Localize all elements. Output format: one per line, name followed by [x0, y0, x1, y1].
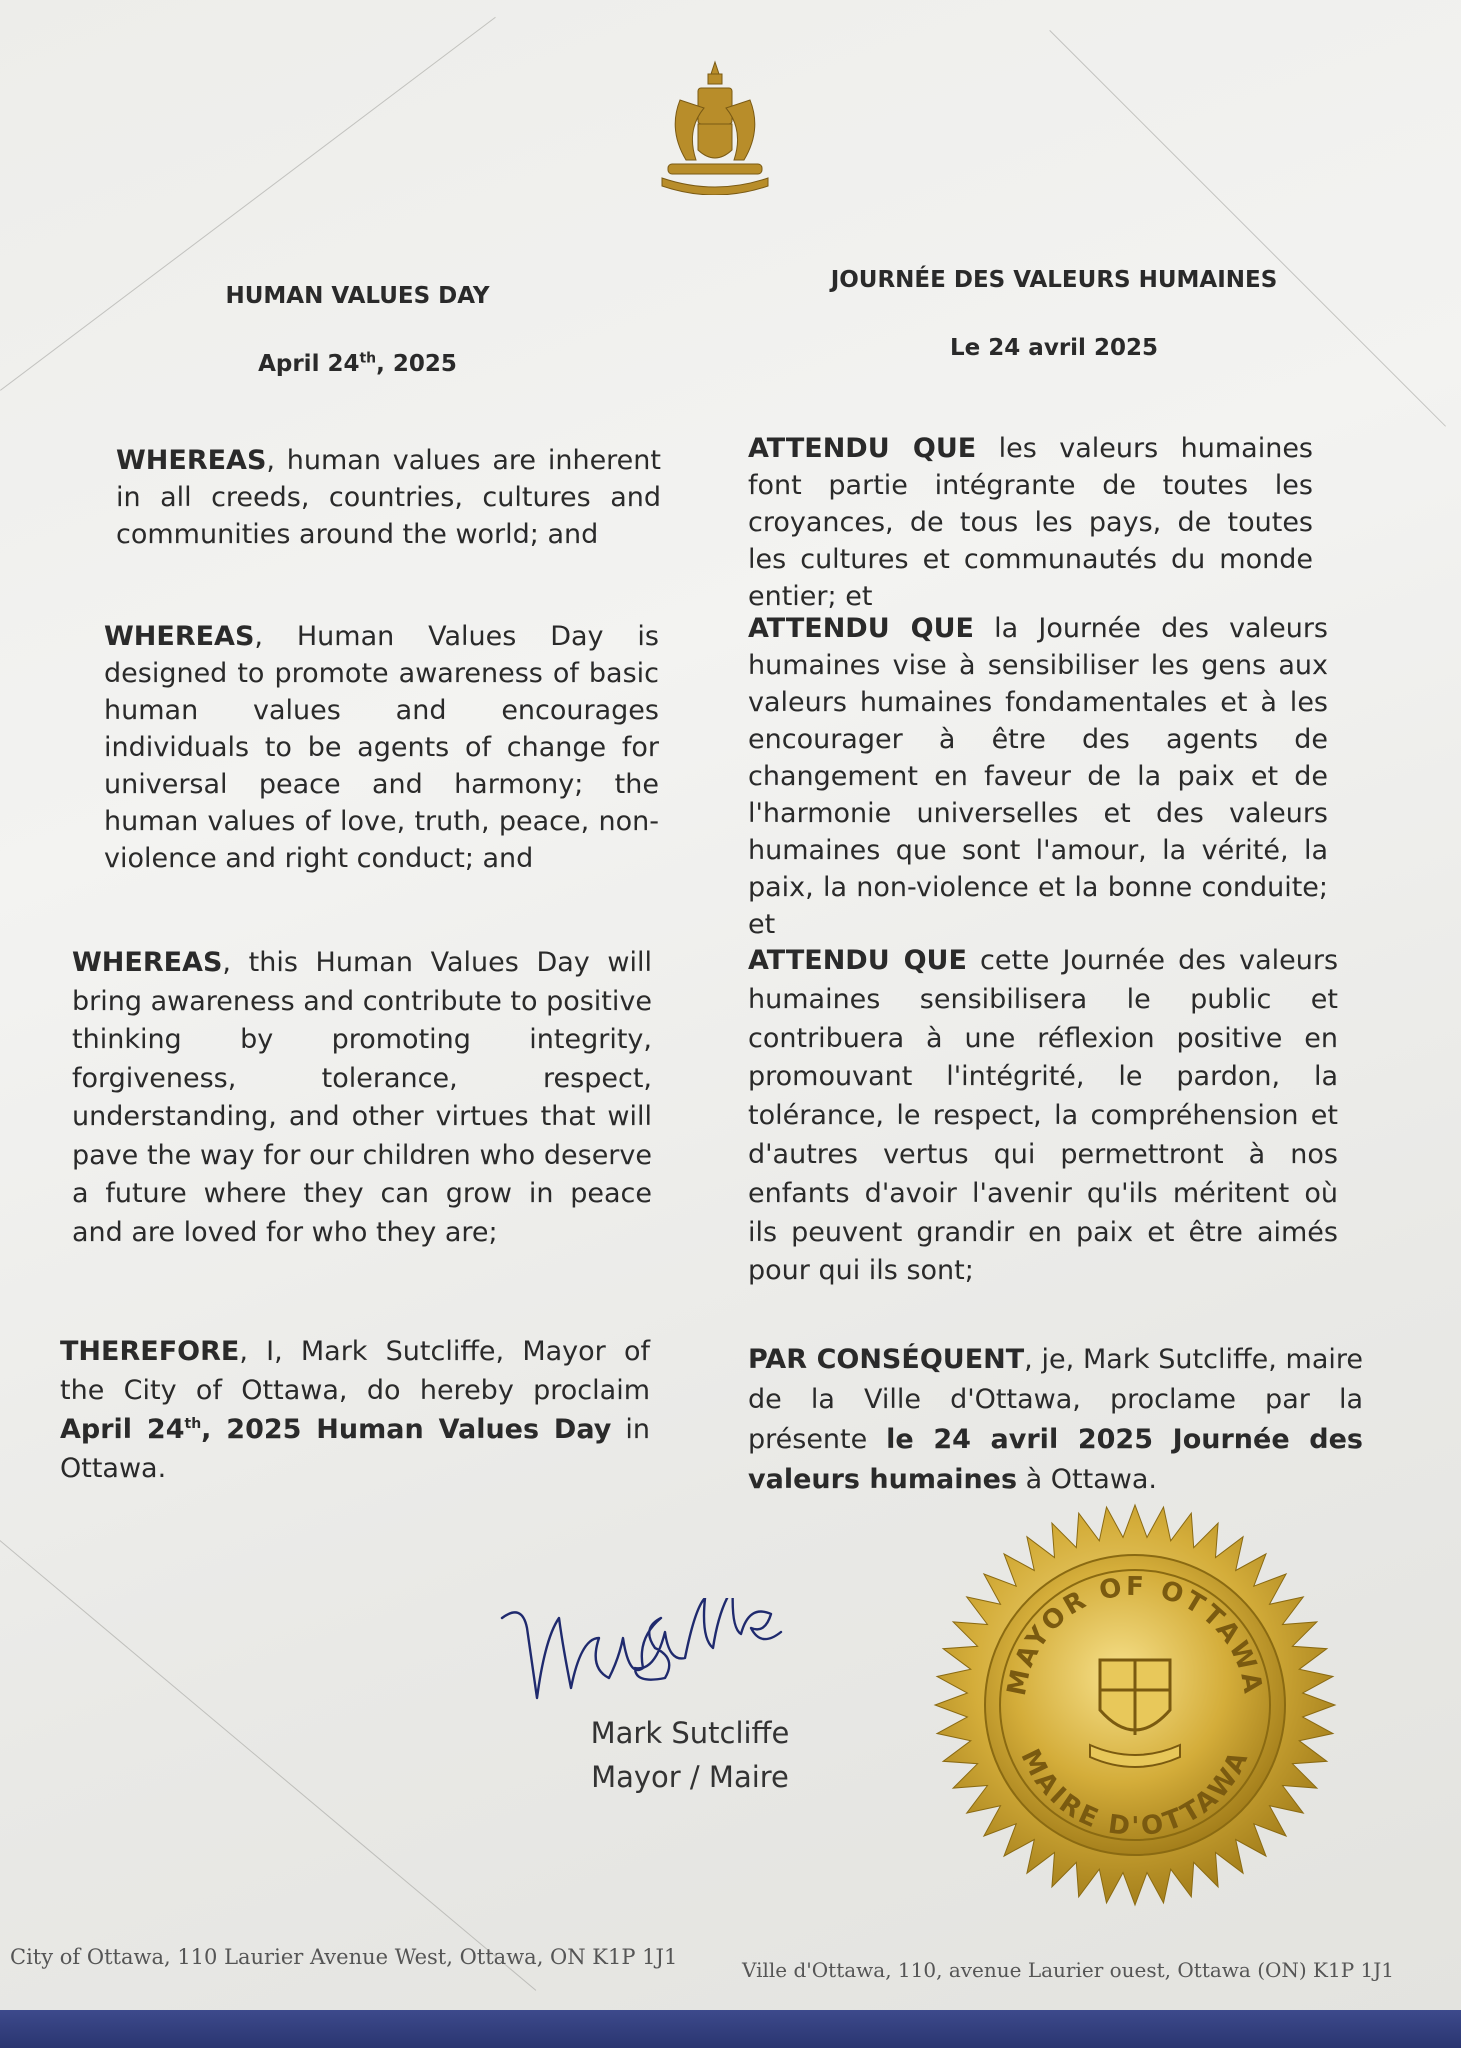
date-en-year: , 2025	[376, 351, 457, 377]
therefore-en	[60, 1332, 650, 1488]
whereas-text: , Human Values Day is designed to promote awareness of basic human values and encourages individuals to be agents of change for universal peace and harmony; the human values of love, truth, peace, non-violence and right conduct; and	[104, 621, 659, 874]
whereas-en-2	[104, 618, 659, 877]
svg-text:MAYOR OF OTTAWA: MAYOR OF OTTAWA	[1001, 1571, 1268, 1699]
footer-address-fr: Ville d'Ottawa, 110, avenue Laurier ouest, Ottawa (ON) K1P 1J1	[742, 1958, 1395, 1982]
attendu-text: la Journée des valeurs humaines vise à sensibiliser les gens aux valeurs humaines fondamentales et à les encourager à être des agents de changement en faveur de la paix et de l'harmonie universelles et des valeurs humaines que sont l'amour, la vérité, la paix, la non-violence et la bonne conduite; et	[748, 613, 1328, 940]
attendu-lead: ATTENDU QUE	[748, 613, 974, 644]
whereas-lead: WHEREAS	[104, 621, 255, 652]
therefore-fr	[748, 1340, 1363, 1500]
signatory-name: Mark Sutcliffe	[590, 1716, 790, 1750]
attendu-text: cette Journée des valeurs humaines sensibilisera le public et contribuera à une réflexion positive en promouvant l'intégrité, le pardon, la tolérance, le respect, la compréhension et d'autres vertus qui permettront à nos enfants d'avoir l'avenir qu'ils méritent où ils peuvent grandir en paix et être aimés pour qui ils sont;	[748, 945, 1339, 1287]
title-en: HUMAN VALUES DAY	[225, 283, 490, 309]
svg-text:MAIRE D'OTTAWA: MAIRE D'OTTAWA	[1014, 1744, 1256, 1843]
whereas-text: , human values are inherent in all creeds, countries, cultures and communities around the world; and	[116, 445, 661, 550]
fold-line-right	[1049, 30, 1446, 427]
therefore-text: , I, Mark Sutcliffe, Mayor of the City of Ottawa, do hereby proclaim	[60, 1336, 650, 1406]
mayor-signature	[492, 1598, 852, 1708]
fold-line-left	[0, 17, 496, 391]
date-en-main: April 24	[258, 351, 360, 377]
attendu-fr-2	[748, 610, 1328, 943]
whereas-en-3	[72, 944, 652, 1252]
therefore-bold-date	[60, 1414, 611, 1445]
therefore-bold: le 24 avril 2025 Journée des valeurs humaines	[748, 1424, 1364, 1495]
therefore-end: in Ottawa.	[60, 1414, 651, 1484]
attendu-lead: ATTENDU QUE	[748, 945, 967, 976]
date-en-suffix: th	[359, 350, 377, 367]
attendu-fr-1	[748, 430, 1313, 615]
bottom-blue-band	[0, 2010, 1461, 2048]
attendu-text: les valeurs humaines font partie intégrante de toutes les croyances, de tous les pays, de toutes les cultures et communautés du monde entier; et	[748, 433, 1313, 612]
coat-of-arms-icon	[660, 60, 770, 195]
therefore-bold-date-post: , 2025 Human Values Day	[201, 1414, 612, 1445]
date-en	[60, 346, 655, 383]
mayor-gold-seal	[930, 1500, 1340, 1910]
therefore-lead: PAR CONSÉQUENT	[748, 1344, 1025, 1375]
therefore-bold-date-main: April 24	[60, 1414, 185, 1445]
whereas-lead: WHEREAS	[116, 445, 267, 476]
therefore-text: , je, Mark Sutcliffe, maire de la Ville d'Ottawa, proclame par la présente	[748, 1344, 1363, 1455]
attendu-lead: ATTENDU QUE	[748, 433, 977, 464]
attendu-fr-3	[748, 942, 1338, 1291]
signatory-title: Mayor / Maire	[591, 1760, 789, 1794]
whereas-text: , this Human Values Day will bring awareness and contribute to positive thinking by promoting integrity, forgiveness, tolerance, respect, understanding, and other virtues that will pave the way for our children who deserve a future where they can grow in peace and are loved for who they are;	[72, 947, 652, 1248]
therefore-bold-date-suffix: th	[184, 1416, 202, 1432]
footer-address-en: City of Ottawa, 110 Laurier Avenue West, Ottawa, ON K1P 1J1	[10, 1945, 678, 1969]
whereas-en-1	[116, 442, 661, 553]
fold-line-bottom	[0, 1540, 536, 1991]
date-fr: Le 24 avril 2025	[950, 335, 1158, 361]
whereas-lead: WHEREAS	[72, 947, 223, 978]
therefore-end: à Ottawa.	[1017, 1464, 1157, 1495]
therefore-lead: THEREFORE	[60, 1336, 240, 1367]
title-fr: JOURNÉE DES VALEURS HUMAINES	[830, 267, 1278, 293]
